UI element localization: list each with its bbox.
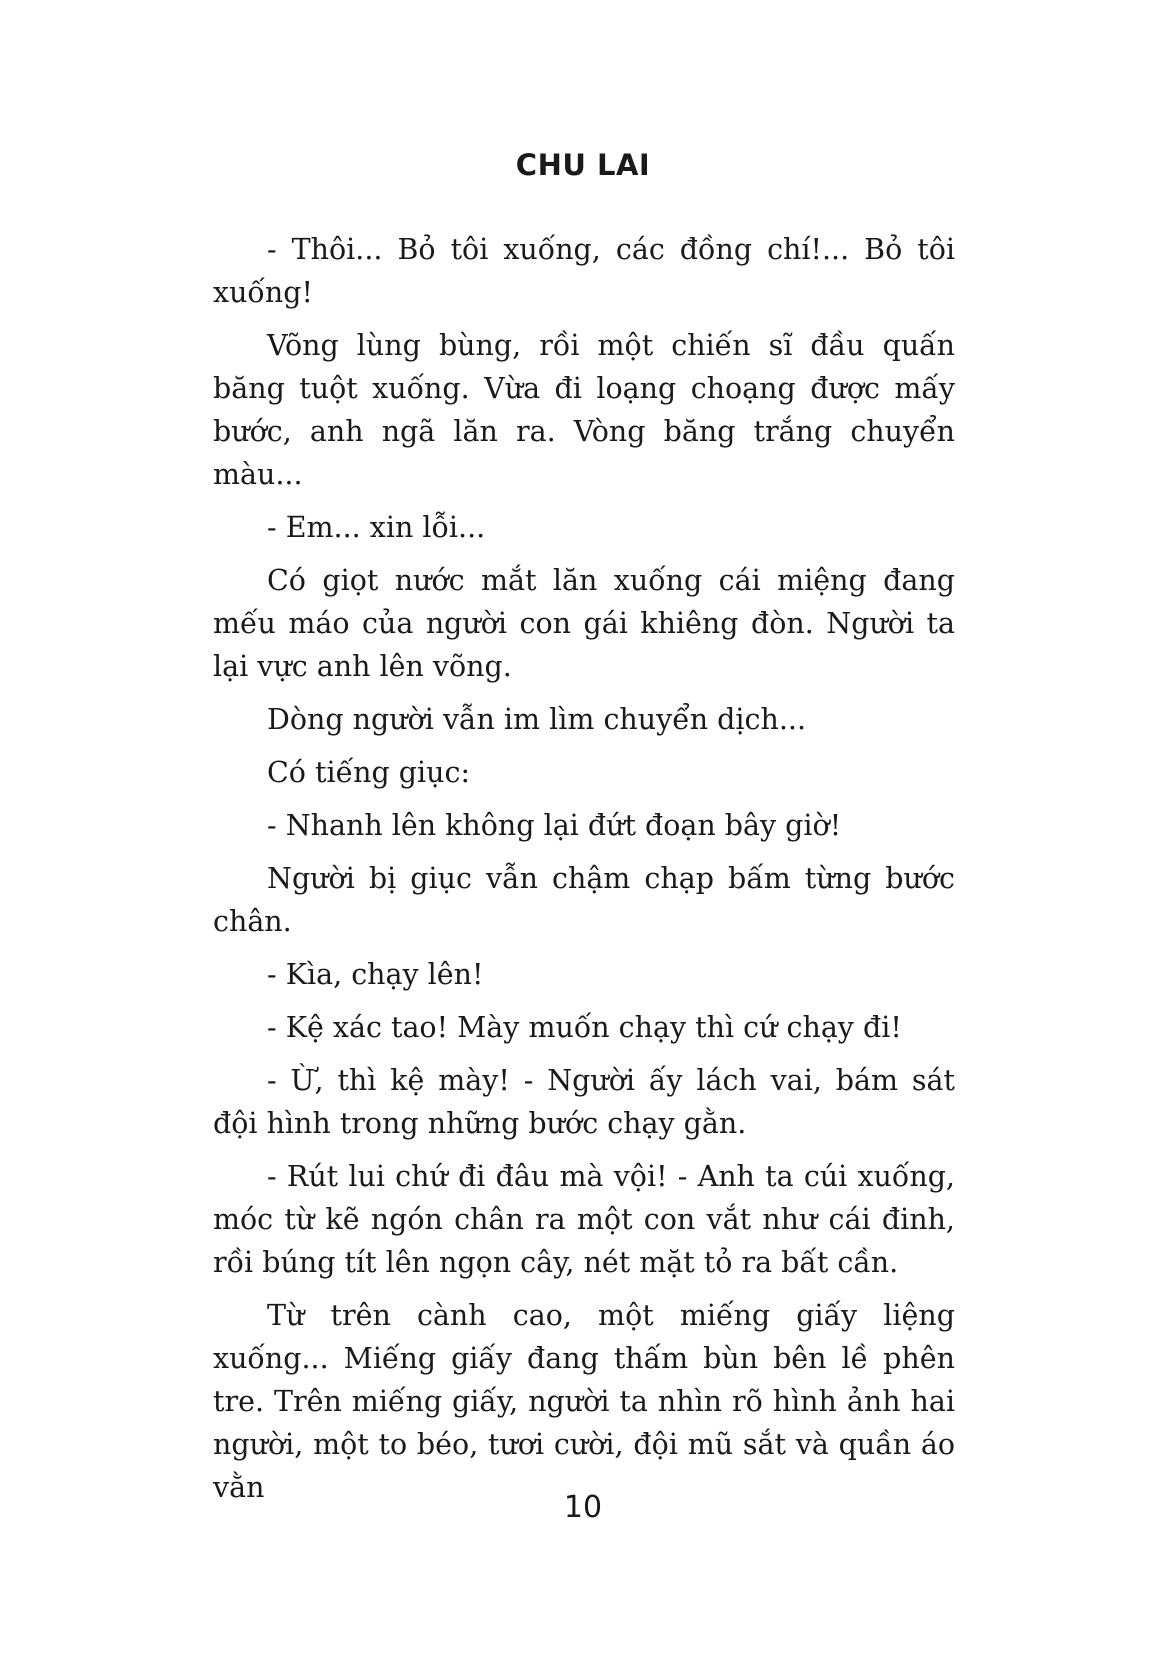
paragraph: Từ trên cành cao, một miếng giấy liệng xuống... Miếng giấy đang thấm bùn bên lề phên tre. Trên miếng giấy, người ta nhìn rõ hình ảnh hai người, một to béo, tươi cười, đội mũ sắt và quần áo vằn [213, 1299, 955, 1504]
body-text [213, 228, 955, 1519]
paragraph: - Kìa, chạy lên! [267, 958, 484, 991]
paragraph: Dòng người vẫn im lìm chuyển dịch... [267, 703, 807, 736]
paragraph: Người bị giục vẫn chậm chạp bấm từng bước chân. [213, 862, 955, 938]
paragraph: - Em... xin lỗi... [267, 511, 486, 544]
running-header-author: CHU LAI [515, 148, 651, 182]
paragraph: - Kệ xác tao! Mày muốn chạy thì cứ chạy đi! [267, 1011, 902, 1044]
paragraph: - Ừ, thì kệ mày! - Người ấy lách vai, bám sát đội hình trong những bước chạy gằn. [213, 1064, 955, 1140]
page-number: 10 [563, 1490, 603, 1525]
paragraph: Võng lùng bùng, rồi một chiến sĩ đầu quấn băng tuột xuống. Vừa đi loạng choạng được mấy bước, anh ngã lăn ra. Vòng băng trắng chuyển màu... [213, 329, 955, 491]
paragraph: Có tiếng giục: [267, 756, 471, 789]
paragraph: - Nhanh lên không lại đứt đoạn bây giờ! [267, 809, 842, 842]
paragraph: - Thôi... Bỏ tôi xuống, các đồng chí!... Bỏ tôi xuống! [213, 233, 955, 309]
paragraph: Có giọt nước mắt lăn xuống cái miệng đang mếu máo của người con gái khiêng đòn. Người ta lại vực anh lên võng. [213, 564, 955, 683]
paragraph: - Rút lui chứ đi đâu mà vội! - Anh ta cúi xuống, móc từ kẽ ngón chân ra một con vắt như cái đinh, rồi búng tít lên ngọn cây, nét mặt tỏ ra bất cần. [213, 1160, 955, 1279]
